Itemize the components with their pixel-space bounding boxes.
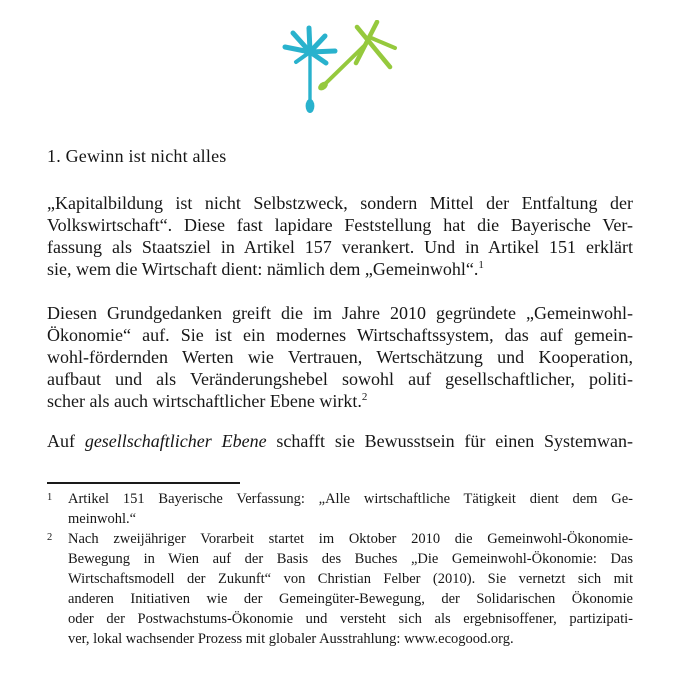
footnote-text (68, 489, 633, 529)
footnote-1 (47, 489, 633, 529)
text-line: wohl-fördernden Werten wie Vertrauen, Wertschätzung und Kooperation, (47, 347, 633, 367)
chapter-heading: 1. Gewinn ist nicht alles (47, 146, 227, 166)
text-line: „Kapitalbildung ist nicht Selbstzweck, sondern Mittel der Entfaltung der (47, 193, 633, 213)
paragraph-1 (47, 192, 633, 280)
text-line: Diesen Grundgedanken greift die im Jahre 2010 gegründete „Gemeinwohl- (47, 303, 633, 323)
paragraph-2 (47, 302, 633, 412)
text-line: meinwohl.“ (68, 511, 137, 527)
text-segment: schafft sie Bewusstsein für einen Systemwan- (266, 431, 633, 451)
text-line: fassung als Staatsziel in Artikel 157 verankert. Und in Artikel 151 erklärt (47, 237, 633, 257)
footnote-text (68, 529, 633, 649)
text-line: aufbaut und als Veränderungshebel sowohl auf gesellschaftlicher, politi- (47, 369, 633, 389)
text-line: Volkswirtschaft“. Diese fast lapidare Feststellung hat die Bayerische Ver- (47, 215, 633, 235)
emphasized-text: gesellschaftlicher Ebene (84, 431, 267, 451)
text-line: anderen Initiativen wie der Gemeingüter-Bewegung, der Solidarischen Ökonomie (68, 591, 633, 607)
dandelion-logo-icon (277, 20, 412, 122)
text-line (47, 430, 633, 452)
text-segment: Auf (47, 431, 85, 451)
footnote-marker-1: 1 (47, 492, 53, 503)
text-line (47, 258, 633, 280)
footnotes-section (47, 489, 633, 649)
text-segment: scher als auch wirtschaftlicher Ebene wirkt. (47, 391, 362, 411)
teal-seed-icon (285, 28, 335, 113)
text-line: Nach zweijähriger Vorarbeit startet im Oktober 2010 die Gemeinwohl-Ökonomie- (68, 531, 633, 547)
text-segment: sie, wem die Wirtschaft dient: nämlich dem „Gemeinwohl“. (47, 259, 479, 279)
text-line: oder der Postwachstums-Ökonomie und versteht sich als ergebnisoffener, partizipati- (68, 611, 633, 627)
green-seed-icon (316, 22, 395, 92)
text-line (47, 390, 633, 412)
footnote-marker-2: 2 (47, 532, 53, 543)
footnote-separator-rule (47, 482, 240, 484)
text-line: Bewegung in Wien auf der Basis des Buches „Die Gemeinwohl-Ökonomie: Das (68, 551, 633, 567)
footnote-reference-2[interactable]: 2 (361, 391, 368, 403)
text-line: ver, lokal wachsender Prozess mit globaler Ausstrahlung: www.ecogood.org. (68, 631, 514, 647)
footnote-reference-1[interactable]: 1 (478, 259, 484, 271)
paragraph-3 (47, 430, 633, 452)
text-line: Artikel 151 Bayerische Verfassung: „Alle wirtschaftliche Tätigkeit dient dem Ge- (68, 491, 633, 507)
text-line: Wirtschaftsmodell der Zukunft“ von Christian Felber (2010). Sie vernetzt sich mit (68, 571, 633, 587)
text-line: Ökonomie“ auf. Sie ist ein modernes Wirtschaftssystem, das auf gemein- (47, 325, 633, 345)
footnote-2 (47, 529, 633, 649)
